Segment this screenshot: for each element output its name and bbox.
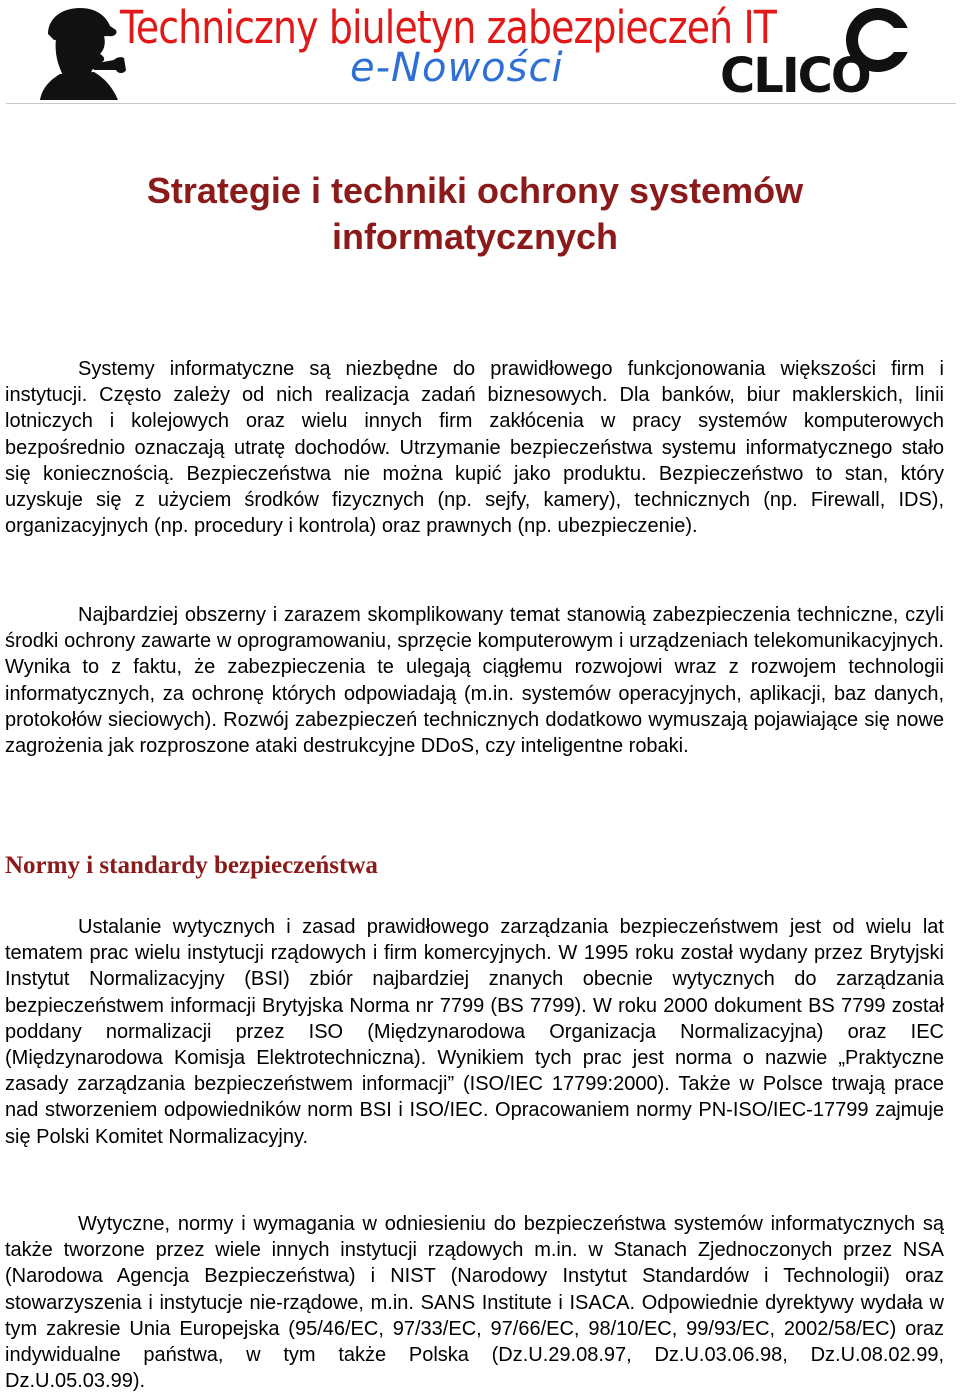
section-paragraph-1: Ustalanie wytycznych i zasad prawidłowego zarządzania bezpieczeństwem jest od wielu lat tematem prac wielu instytucji rządowych i firm komercyjnych. W 1995 roku został wydany przez Brytyjski Instytut Normalizacyjny (BSI) zbiór najbardziej znanych obecnie wytycznych do zarządzania bezpieczeństwem informacji Brytyjska Norma nr 7799 (BS 7799). W roku 2000 dokument BS 7799 został poddany normalizacji przez ISO (Międzynarodowa Organizacja Normalizacyjna) oraz IEC (Międzynarodowa Komisja Elektrotechniczna). Wynikiem tych prac jest norma o nazwie „Praktyczne zasady zarządzania bezpieczeństwem informacji” (ISO/IEC 17799:2000). Także w Polsce trwają prace nad stworzeniem odpowiedników norm BSI i ISO/IEC. Opracowaniem normy PN-ISO/IEC-17799 zajmuje się Polski Komitet Normalizacyjny. (5, 916, 944, 1148)
bulletin-header (0, 0, 960, 106)
section-heading: Normy i standardy bezpieczeństwa (5, 852, 378, 879)
header-divider (6, 103, 956, 104)
clico-logo-text: CLICO (720, 48, 870, 98)
intro-paragraph-2: Najbardziej obszerny i zarazem skomplikowany temat stanowią zabezpieczenia techniczne, czyli środki ochrony zawarte w oprogramowaniu, sprzęcie komputerowym i urządzeniach telekomunikacyjnych. Wynika to z faktu, że zabezpieczenia te ulegają ciągłemu rozwojowi wraz z rozwojem technologii informatycznych, za ochronę których odpowiadają (m.in. systemów operacyjnych, aplikacji, baz danych, protokołów sieciowych). Rozwój zabezpieczeń technicznych dodatkowo wymuszają pojawiające się nowe zagrożenia jak rozproszone ataki destrukcyjne DDoS, czy inteligentne robaki. (5, 604, 944, 758)
detective-logo-icon (34, 4, 134, 100)
clico-logo (716, 6, 920, 98)
section-paragraph-2: Wytyczne, normy i wymagania w odniesieniu do bezpieczeństwa systemów informatycznych są także tworzone przez wiele innych instytucji rządowych m.in. w Stanach Zjednoczonych przez NSA (Narodowa Agencja Bezpieczeństwa) i NIST (Narodowy Instytut Standardów i Technologii) oraz stowarzyszenia i instytucje nie-rządowe, m.in. SANS Institute i ISACA. Odpowiednie dyrektywy wydała w tym zakresie Unia Europejska (95/46/EC, 97/33/EC, 97/66/EC, 98/10/EC, 99/93/EC, 2002/58/EC) oraz indywidualne państwa, w tym także Polska (Dz.U.29.08.97, Dz.U.03.06.98, Dz.U.08.02.99, Dz.U.05.03.99). (5, 1213, 944, 1393)
document-title: Strategie i techniki ochrony systemów informatycznych (146, 170, 804, 257)
bulletin-subtitle: e-Nowości (350, 45, 564, 91)
intro-paragraph-1: Systemy informatyczne są niezbędne do prawidłowego funkcjonowania większości firm i instytucji. Często zależy od nich realizacja zadań biznesowych. Dla banków, biur maklerskich, linii lotniczych i kolejowych oraz wielu innych firm zakłócenia w pracy systemów komputerowych bezpośrednio oznaczają utratę dochodów. Utrzymanie bezpieczeństwa systemu informatycznego stało się koniecznością. Bezpieczeństwa nie można kupić jako produktu. Bezpieczeństwo to stan, który uzyskuje się z użyciem środków fizycznych (np. sejfy, kamery), technicznych (np. Firewall, IDS), organizacyjnych (np. procedury i kontrola) oraz prawnych (np. ubezpieczenie). (5, 358, 944, 538)
bulletin-title: Techniczny biuletyn zabezpieczeń IT (120, 1, 777, 54)
